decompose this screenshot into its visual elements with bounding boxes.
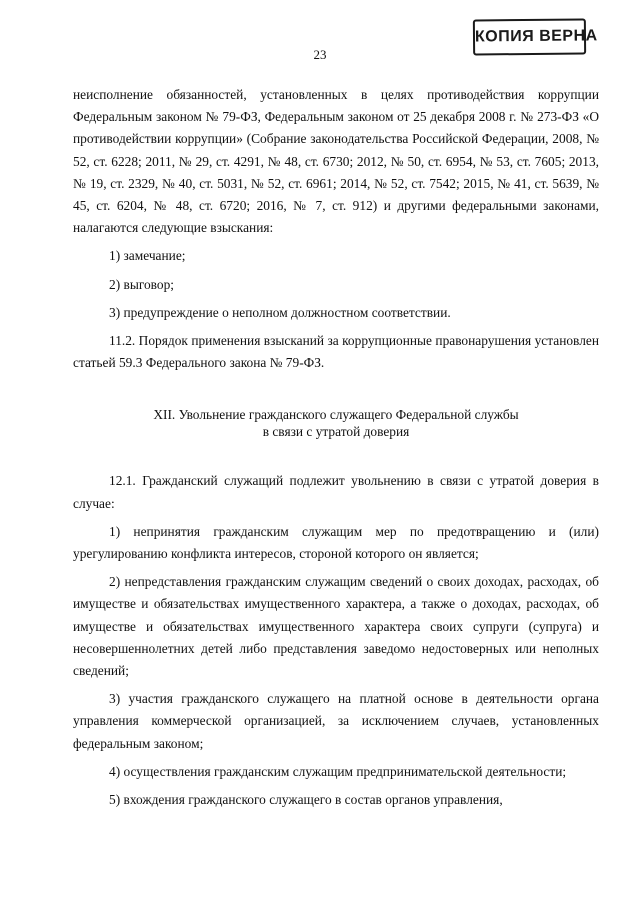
list-item-conflict-of-interest: 1) непринятия гражданским служащим мер по предотвращению и (или) урегулированию конфликта интересов, стороной которого он является;	[73, 523, 599, 562]
list-item-reprimand: 2) выговор;	[109, 276, 175, 292]
paragraph-12-1: 12.1. Гражданский служащий подлежит увольнению в связи с утратой доверия в случае:	[73, 473, 599, 511]
section-heading-line-1: XII. Увольнение гражданского служащего Федеральной службы	[153, 407, 519, 423]
list-item-governing-bodies: 5) вхождения гражданского служащего в состав органов управления,	[109, 792, 503, 808]
page-number: 23	[313, 47, 327, 62]
list-item-warning: 3) предупреждение о неполном должностном соответствии.	[109, 304, 451, 320]
paragraph-11-2: 11.2. Порядок применения взысканий за коррупционные правонарушения установлен статьей 59.3 Федерального закона № 79-ФЗ.	[73, 333, 599, 371]
list-item-income-disclosure: 2) непредставления гражданским служащим сведений о своих доходах, расходах, об имуществе и обязательствах имущественного характера, а также о доходах, расходах, об имуществе и обязательствах имущественного характера своих супруги (супруга) и несовершеннолетних детей либо представления заведомо недостоверных или неполных сведений;	[73, 574, 599, 679]
list-item-entrepreneurship: 4) осуществления гражданским служащим предпринимательской деятельности;	[109, 763, 567, 779]
copy-certified-stamp: КОПИЯ ВЕРНА	[473, 19, 586, 56]
list-item-remark: 1) замечание;	[109, 248, 186, 264]
section-heading	[73, 406, 599, 440]
list-item-commercial-management: 3) участия гражданского служащего на платной основе в деятельности органа управления коммерческой организацией, за исключением случаев, установленных федеральным законом;	[73, 691, 599, 751]
document-body	[73, 84, 599, 811]
section-heading-line-2: в связи с утратой доверия	[262, 424, 410, 440]
paragraph-continuation: неисполнение обязанностей, установленных в целях противодействия коррупции Федеральным законом № 79-ФЗ, Федеральным законом от 25 декабря 2008 г. № 273-ФЗ «О противодействии коррупции» (Собрание законодательства Российской Федерации, 2008, № 52, ст. 6228; 2011, № 29, ст. 4291, № 48, ст. 6730; 2012, № 50, ст. 6954, № 53, ст. 7605; 2013, № 19, ст. 2329, № 40, ст. 5031, № 52, ст. 6961; 2014, № 52, ст. 7542; 2015, № 41, ст. 5639, № 45, ст. 6204, № 48, ст. 6720; 2016, № 7, ст. 912) и другими федеральными законами, налагаются следующие взыскания:	[73, 87, 599, 236]
